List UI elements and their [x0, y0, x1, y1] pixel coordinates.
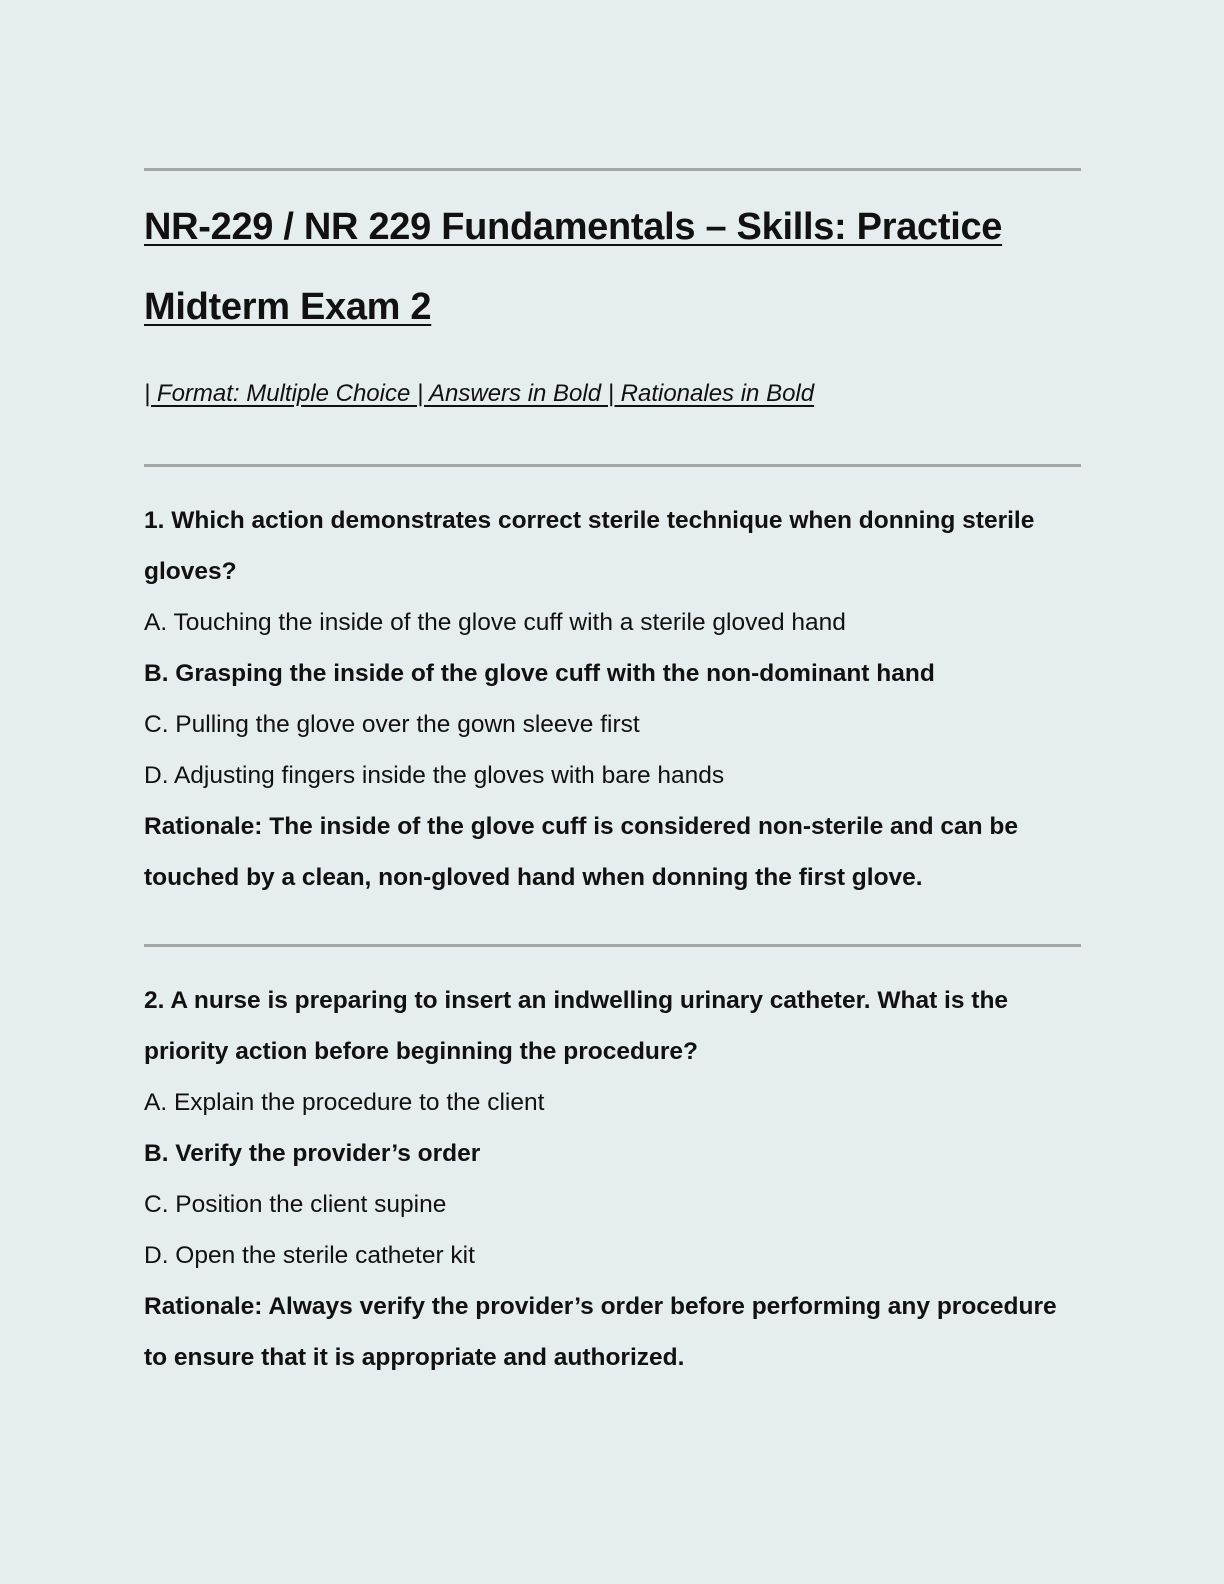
document-title-line-1: NR-229 / NR 229 Fundamentals – Skills: Practice — [144, 206, 1003, 248]
question-2-stem-line-1: 2. A nurse is preparing to insert an indwelling urinary catheter. What is the — [144, 987, 1009, 1014]
question-2-option-c: C. Position the client supine — [144, 1191, 447, 1218]
question-1-option-c: C. Pulling the glove over the gown sleeve first — [144, 711, 640, 738]
question-2-option-b-correct: B. Verify the provider’s order — [144, 1140, 481, 1167]
question-2-stem-line-2: priority action before beginning the procedure? — [144, 1038, 699, 1065]
question-2-option-d: D. Open the sterile catheter kit — [144, 1242, 475, 1269]
question-1-rationale-line-2: touched by a clean, non-gloved hand when donning the first glove. — [144, 864, 923, 891]
horizontal-divider — [144, 944, 1081, 947]
question-2 — [144, 975, 1089, 1383]
format-subtitle: | Format: Multiple Choice | Answers in Bold | Rationales in Bold — [144, 380, 815, 407]
question-1-option-b-correct: B. Grasping the inside of the glove cuff with the non-dominant hand — [144, 660, 935, 687]
horizontal-divider — [144, 464, 1081, 467]
horizontal-divider — [144, 168, 1081, 171]
question-1-rationale-line-1: Rationale: The inside of the glove cuff is considered non-sterile and can be — [144, 813, 1018, 840]
question-2-rationale-line-1: Rationale: Always verify the provider’s order before performing any procedure — [144, 1293, 1057, 1320]
question-1 — [144, 495, 1089, 903]
question-1-stem-line-1: 1. Which action demonstrates correct sterile technique when donning sterile — [144, 507, 1035, 534]
question-1-option-d: D. Adjusting fingers inside the gloves with bare hands — [144, 762, 725, 789]
question-2-option-a: A. Explain the procedure to the client — [144, 1089, 545, 1116]
question-1-stem-line-2: gloves? — [144, 558, 237, 585]
question-1-option-a: A. Touching the inside of the glove cuff with a sterile gloved hand — [144, 609, 846, 636]
question-2-rationale-line-2: to ensure that it is appropriate and authorized. — [144, 1344, 685, 1371]
document-title-line-2: Midterm Exam 2 — [144, 286, 432, 328]
